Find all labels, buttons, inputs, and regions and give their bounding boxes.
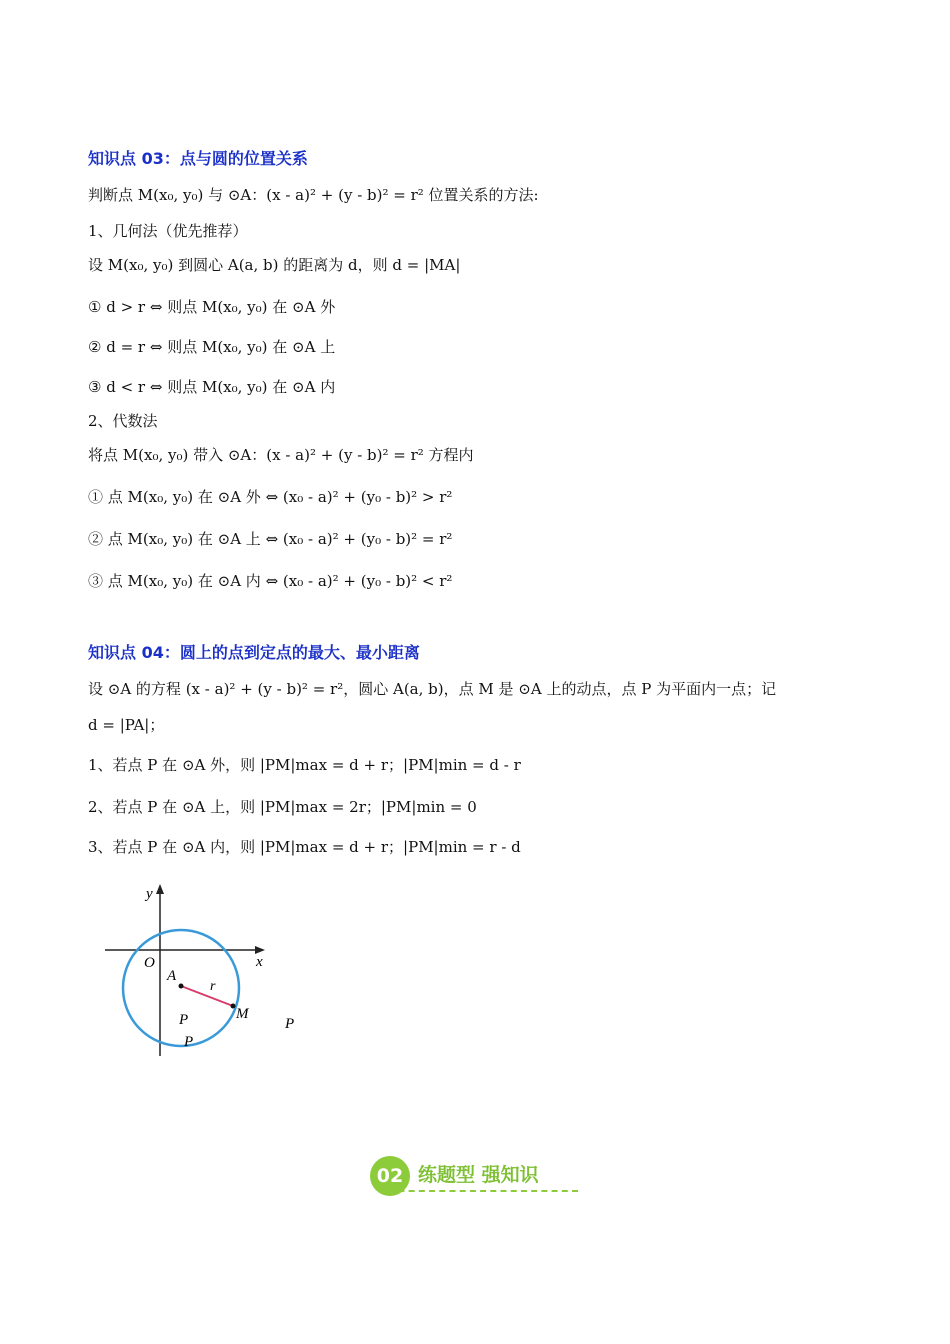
point-p-on-label: P (184, 1034, 194, 1050)
banner-number-badge: 02 (370, 1156, 410, 1196)
section-04-title: 知识点 04：圆上的点到定点的最大、最小距离 (88, 643, 420, 662)
s03-line-geometric: 1、几何法（优先推荐） (88, 222, 248, 240)
point-p-outside-label: P (285, 1016, 295, 1032)
s04-line-outside: 1、若点 P 在 ⊙A 外，则 |PM|max = d + r；|PM|min = d - r (88, 756, 521, 774)
s04-line-on: 2、若点 P 在 ⊙A 上，则 |PM|max = 2r；|PM|min = 0 (88, 798, 477, 816)
point-m-dot (231, 1004, 236, 1009)
banner-underline (378, 1190, 578, 1192)
circle-figure (100, 878, 300, 1063)
s04-line-d-def: d = |PA|； (88, 716, 165, 734)
s03-line-distance: 设 M(x₀, y₀) 到圆心 A(a, b) 的距离为 d，则 d = |MA| (88, 256, 461, 274)
s03-line-algebraic: 2、代数法 (88, 412, 158, 430)
point-m-label: M (236, 1006, 249, 1022)
x-axis-label: x (256, 954, 263, 970)
y-axis-label: y (146, 886, 153, 902)
s03-line-geo-on: ② d = r ⇔ 则点 M(x₀, y₀) 在 ⊙A 上 (88, 338, 336, 356)
s03-line-alg-outside: ① 点 M(x₀, y₀) 在 ⊙A 外 ⇔ (x₀ - a)² + (y₀ - b)² > r² (88, 488, 453, 506)
s03-line-alg-inside: ③ 点 M(x₀, y₀) 在 ⊙A 内 ⇔ (x₀ - a)² + (y₀ - b)² < r² (88, 572, 453, 590)
banner-title: 练题型 强知识 (418, 1164, 539, 1186)
s03-line-geo-inside: ③ d < r ⇔ 则点 M(x₀, y₀) 在 ⊙A 内 (88, 378, 336, 396)
s03-line-alg-on: ② 点 M(x₀, y₀) 在 ⊙A 上 ⇔ (x₀ - a)² + (y₀ - b)² = r² (88, 530, 453, 548)
point-p-inside-label: P (179, 1012, 189, 1028)
center-dot (179, 984, 184, 989)
radius-segment (181, 986, 233, 1006)
y-axis-arrow (156, 884, 164, 894)
practice-banner (370, 1152, 580, 1196)
section-03-title: 知识点 03：点与圆的位置关系 (88, 149, 308, 168)
s03-line-substitute: 将点 M(x₀, y₀) 带入 ⊙A：(x - a)² + (y - b)² = r² 方程内 (88, 446, 474, 464)
s04-line-setup: 设 ⊙A 的方程 (x - a)² + (y - b)² = r²，圆心 A(a, b)，点 M 是 ⊙A 上的动点，点 P 为平面内一点；记 (88, 680, 777, 698)
s03-line-intro: 判断点 M(x₀, y₀) 与 ⊙A：(x - a)² + (y - b)² = r² 位置关系的方法: (88, 186, 539, 204)
x-axis-arrow (255, 946, 265, 954)
origin-label: O (144, 955, 155, 971)
radius-label: r (210, 979, 216, 994)
center-label: A (167, 968, 177, 984)
s04-line-inside: 3、若点 P 在 ⊙A 内，则 |PM|max = d + r；|PM|min = r - d (88, 838, 521, 856)
s03-line-geo-outside: ① d > r ⇔ 则点 M(x₀, y₀) 在 ⊙A 外 (88, 298, 336, 316)
